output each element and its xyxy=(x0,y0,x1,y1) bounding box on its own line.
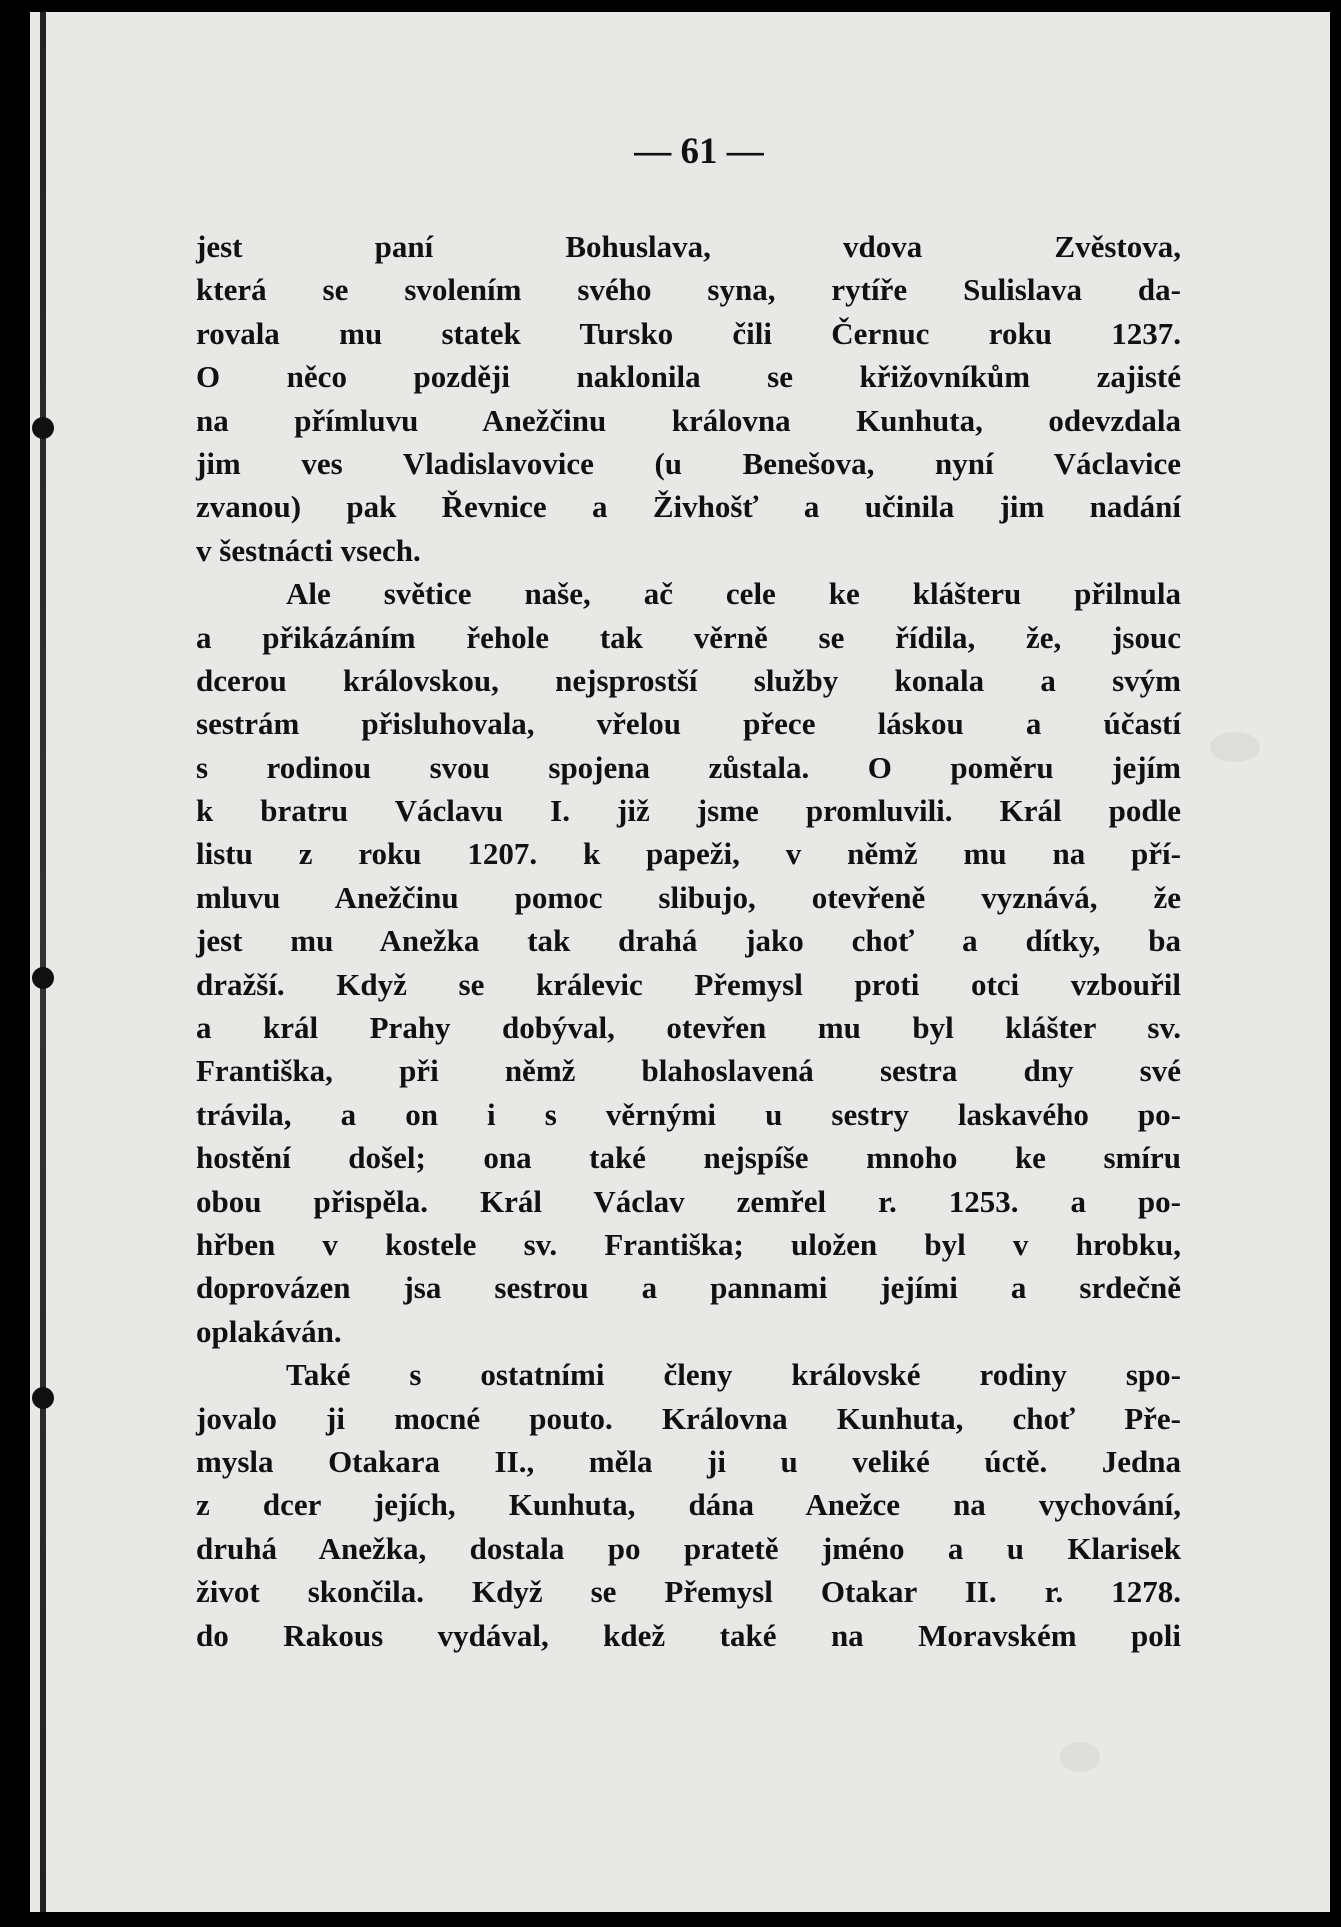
text-line: dražší. Když se králevic Přemysl proti otci vzbouřil xyxy=(196,966,1181,1002)
text-line: jest paní Bohuslava, vdova Zvěstova, xyxy=(196,229,1181,264)
text-line: mluvu Anežčinu pomoc slibujo, otevřeně vyznává, že xyxy=(196,879,1181,915)
text-line: druhá Anežka, dostala po pratetě jméno a u Klarisek xyxy=(196,1530,1181,1566)
text-line: jim ves Vladislavovice (u Benešova, nyní Václavice xyxy=(196,445,1181,481)
text-line: a přikázáním řehole tak věrně se řídila, že, jsouc xyxy=(196,619,1181,655)
binding-mark xyxy=(32,967,54,989)
text-line: jovalo ji mocné pouto. Královna Kunhuta, choť Pře- xyxy=(196,1400,1181,1436)
text-line: zvanou) pak Řevnice a Živhošť a učinila jim nadání xyxy=(196,489,1181,525)
text-line: k bratru Václavu I. již jsme promluvili. Král podle xyxy=(196,793,1181,829)
text-line: mysla Otakara II., měla ji u veliké úctě. Jedna xyxy=(196,1443,1181,1479)
body-text xyxy=(196,225,1181,1657)
text-line: sestrám přisluhovala, vřelou přece láskou a účastí xyxy=(196,706,1181,742)
text-line: hostění došel; ona také nejspíše mnoho ke smíru xyxy=(196,1140,1181,1176)
text-line: z dcer jejích, Kunhuta, dána Anežce na vychování, xyxy=(196,1487,1181,1523)
text-line: dcerou královskou, nejsprostší služby konala a svým xyxy=(196,662,1181,698)
text-line: listu z roku 1207. k papeži, v němž mu na pří- xyxy=(196,836,1181,872)
book-page xyxy=(30,12,1330,1912)
text-line: Ale světice naše, ač cele ke klášteru přilnula xyxy=(286,576,1181,612)
text-line: do Rakous vydával, kdež také na Moravském poli xyxy=(196,1617,1181,1653)
text-line: s rodinou svou spojena zůstala. O poměru jejím xyxy=(196,749,1181,785)
text-line: doprovázen jsa sestrou a pannami jejími a srdečně xyxy=(196,1270,1181,1306)
binding-mark xyxy=(32,417,54,439)
page-stain xyxy=(1210,732,1260,762)
page-stain xyxy=(1060,1742,1100,1772)
text-line: život skončila. Když se Přemysl Otakar II. r. 1278. xyxy=(196,1574,1181,1610)
text-line: rovala mu statek Tursko čili Černuc roku 1237. xyxy=(196,315,1181,351)
text-line: O něco později naklonila se křižovníkům zajisté xyxy=(196,359,1181,395)
page-number: — 61 — xyxy=(634,131,764,172)
text-line: trávila, a on i s věrnými u sestry laskavého po- xyxy=(196,1096,1181,1132)
text-line: v šestnácti vsech. xyxy=(196,532,421,568)
page-spine xyxy=(40,12,46,1912)
text-line: oplakáván. xyxy=(196,1313,342,1349)
text-line: a král Prahy dobýval, otevřen mu byl klášter sv. xyxy=(196,1010,1181,1046)
binding-mark xyxy=(32,1387,54,1409)
text-line: jest mu Anežka tak drahá jako choť a dítky, ba xyxy=(196,923,1181,959)
text-line: obou přispěla. Král Václav zemřel r. 1253. a po- xyxy=(196,1183,1181,1219)
text-line: hřben v kostele sv. Františka; uložen byl v hrobku, xyxy=(196,1226,1181,1262)
text-line: která se svolením svého syna, rytíře Sulislava da- xyxy=(196,272,1181,308)
text-line: Také s ostatními členy královské rodiny spo- xyxy=(286,1357,1181,1393)
text-line: Františka, při němž blahoslavená sestra dny své xyxy=(196,1053,1181,1089)
text-line: na přímluvu Anežčinu královna Kunhuta, odevzdala xyxy=(196,402,1181,438)
